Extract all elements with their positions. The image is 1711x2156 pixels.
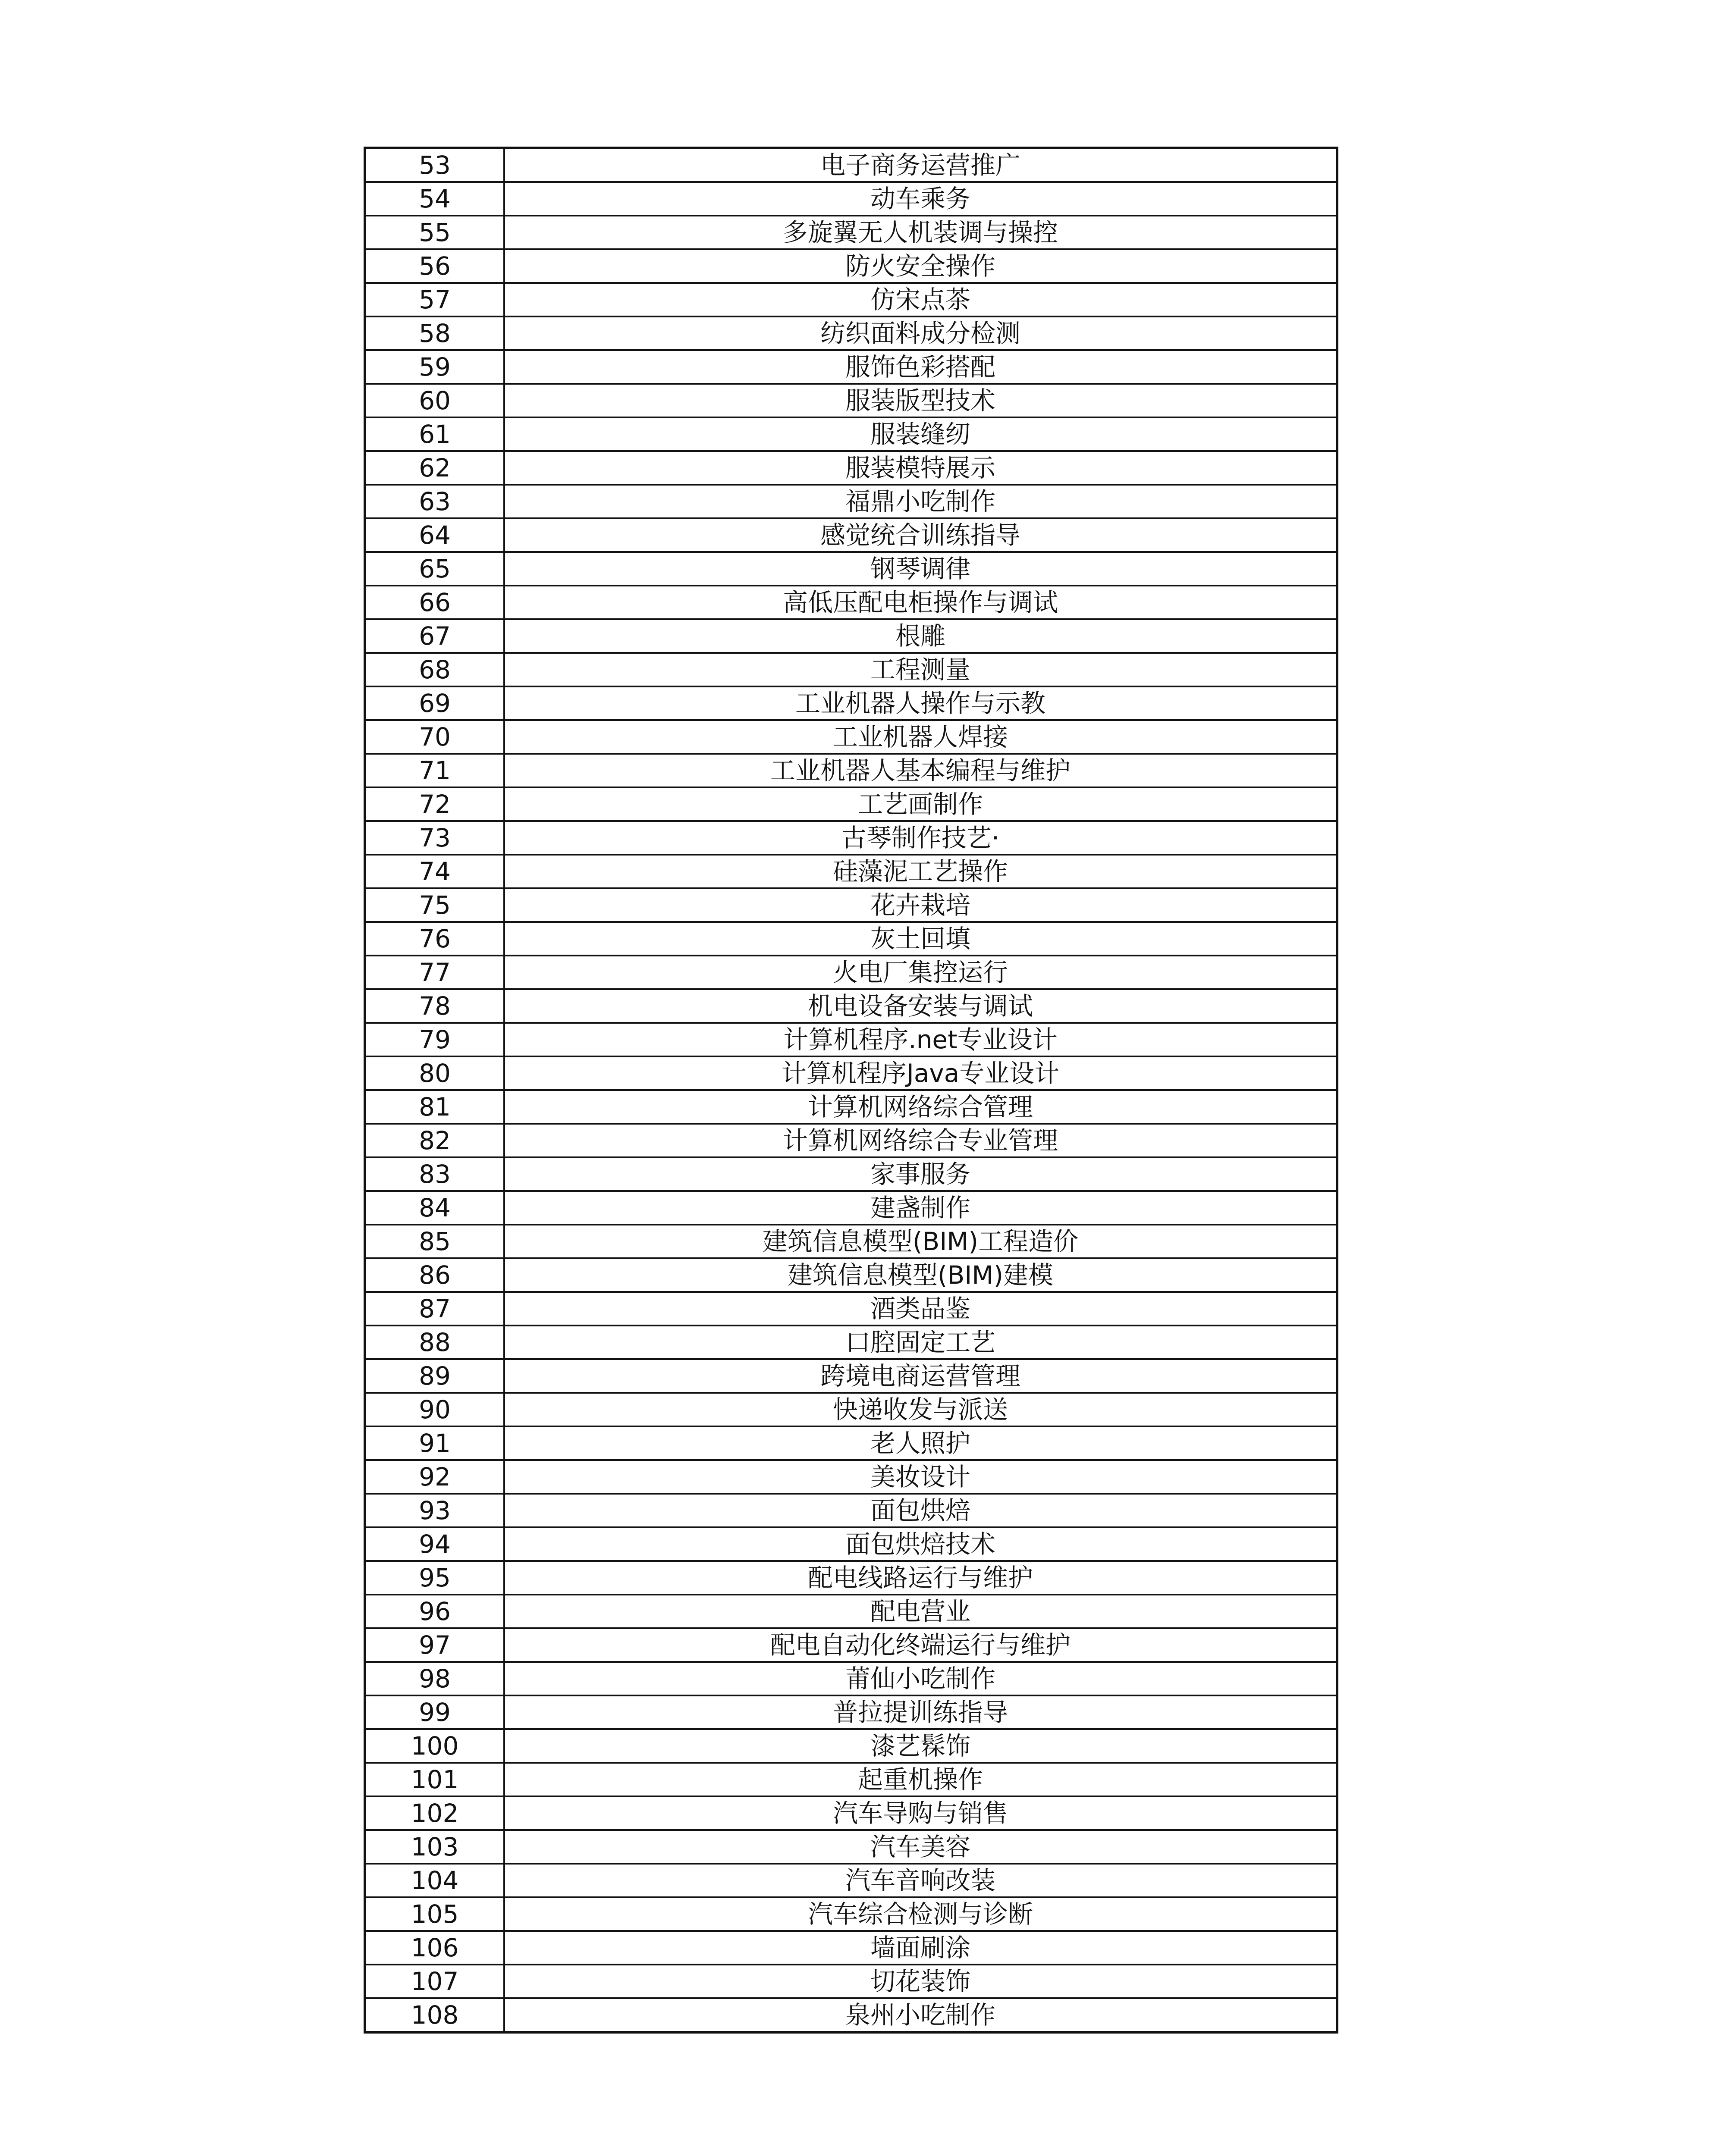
row-item-name: 汽车导购与销售 [504,1796,1337,1830]
table-row [365,552,1337,586]
table-row [365,989,1337,1023]
row-number: 90 [365,1393,504,1426]
table-row [365,485,1337,518]
table-row [365,182,1337,216]
item-table [364,147,1338,2034]
row-number: 60 [365,384,504,417]
row-number: 80 [365,1056,504,1090]
table-row [365,1258,1337,1292]
table-row [365,956,1337,989]
row-item-name: 服装模特展示 [504,451,1337,485]
row-item-name: 多旋翼无人机装调与操控 [504,216,1337,249]
row-number: 106 [365,1931,504,1965]
row-number: 96 [365,1595,504,1628]
table-row [365,787,1337,821]
table-row [365,586,1337,619]
row-item-name: 起重机操作 [504,1763,1337,1796]
row-item-name: 家事服务 [504,1157,1337,1191]
row-number: 78 [365,989,504,1023]
row-number: 81 [365,1090,504,1124]
table-row [365,1796,1337,1830]
row-number: 86 [365,1258,504,1292]
row-item-name: 建盏制作 [504,1191,1337,1225]
row-number: 72 [365,787,504,821]
row-number: 101 [365,1763,504,1796]
row-number: 56 [365,249,504,283]
table-row [365,1225,1337,1258]
table-row [365,1090,1337,1124]
row-number: 83 [365,1157,504,1191]
row-item-name: 计算机程序.net专业设计 [504,1023,1337,1056]
row-number: 107 [365,1965,504,1998]
table-row [365,451,1337,485]
table-row [365,922,1337,956]
row-item-name: 汽车综合检测与诊断 [504,1897,1337,1931]
table-body [365,148,1337,2032]
row-item-name: 古琴制作技艺· [504,821,1337,855]
row-item-name: 计算机网络综合专业管理 [504,1124,1337,1157]
row-number: 71 [365,754,504,787]
table-row [365,1326,1337,1359]
table-row [365,821,1337,855]
row-number: 76 [365,922,504,956]
row-item-name: 福鼎小吃制作 [504,485,1337,518]
row-item-name: 工业机器人操作与示教 [504,686,1337,720]
table-row [365,1965,1337,1998]
row-number: 84 [365,1191,504,1225]
row-number: 89 [365,1359,504,1393]
row-item-name: 汽车音响改装 [504,1864,1337,1897]
row-item-name: 汽车美容 [504,1830,1337,1864]
row-item-name: 口腔固定工艺 [504,1326,1337,1359]
row-item-name: 电子商务运营推广 [504,148,1337,182]
row-item-name: 工艺画制作 [504,787,1337,821]
table-row [365,1662,1337,1695]
row-number: 92 [365,1460,504,1494]
row-number: 57 [365,283,504,317]
row-number: 63 [365,485,504,518]
row-number: 75 [365,888,504,922]
row-item-name: 钢琴调律 [504,552,1337,586]
table-row [365,1124,1337,1157]
row-item-name: 机电设备安装与调试 [504,989,1337,1023]
table-row [365,384,1337,417]
row-item-name: 感觉统合训练指导 [504,518,1337,552]
table-row [365,653,1337,686]
row-item-name: 普拉提训练指导 [504,1695,1337,1729]
row-number: 68 [365,653,504,686]
row-item-name: 仿宋点茶 [504,283,1337,317]
row-number: 100 [365,1729,504,1763]
row-item-name: 花卉栽培 [504,888,1337,922]
row-number: 97 [365,1628,504,1662]
row-item-name: 动车乘务 [504,182,1337,216]
row-number: 64 [365,518,504,552]
row-number: 98 [365,1662,504,1695]
row-number: 82 [365,1124,504,1157]
row-number: 102 [365,1796,504,1830]
row-number: 67 [365,619,504,653]
row-number: 87 [365,1292,504,1326]
table-row [365,1494,1337,1527]
row-number: 93 [365,1494,504,1527]
row-item-name: 纺织面料成分检测 [504,317,1337,350]
table-row [365,1292,1337,1326]
table-row [365,1426,1337,1460]
table-row [365,1527,1337,1561]
table-row [365,1393,1337,1426]
row-number: 103 [365,1830,504,1864]
row-number: 55 [365,216,504,249]
table-row [365,1864,1337,1897]
table-row [365,1897,1337,1931]
row-number: 54 [365,182,504,216]
row-number: 85 [365,1225,504,1258]
row-number: 73 [365,821,504,855]
row-number: 88 [365,1326,504,1359]
table-row [365,350,1337,384]
row-item-name: 计算机网络综合管理 [504,1090,1337,1124]
row-item-name: 建筑信息模型(BIM)工程造价 [504,1225,1337,1258]
row-number: 69 [365,686,504,720]
row-item-name: 根雕 [504,619,1337,653]
row-item-name: 快递收发与派送 [504,1393,1337,1426]
table-row [365,1830,1337,1864]
table-row [365,754,1337,787]
row-number: 91 [365,1426,504,1460]
row-number: 65 [365,552,504,586]
table-row [365,1998,1337,2032]
row-item-name: 跨境电商运营管理 [504,1359,1337,1393]
table-row [365,249,1337,283]
table-row [365,1695,1337,1729]
row-item-name: 高低压配电柜操作与调试 [504,586,1337,619]
table-row [365,1595,1337,1628]
table-row [365,1460,1337,1494]
table-row [365,1729,1337,1763]
table-row [365,619,1337,653]
row-item-name: 配电营业 [504,1595,1337,1628]
row-number: 104 [365,1864,504,1897]
row-item-name: 工业机器人基本编程与维护 [504,754,1337,787]
row-item-name: 火电厂集控运行 [504,956,1337,989]
row-item-name: 计算机程序Java专业设计 [504,1056,1337,1090]
row-number: 105 [365,1897,504,1931]
row-item-name: 工业机器人焊接 [504,720,1337,754]
row-number: 70 [365,720,504,754]
row-item-name: 工程测量 [504,653,1337,686]
table-row [365,1056,1337,1090]
table-row [365,148,1337,182]
row-item-name: 灰土回填 [504,922,1337,956]
row-number: 59 [365,350,504,384]
row-item-name: 切花装饰 [504,1965,1337,1998]
table-row [365,1157,1337,1191]
row-item-name: 漆艺髹饰 [504,1729,1337,1763]
row-item-name: 泉州小吃制作 [504,1998,1337,2032]
row-item-name: 美妆设计 [504,1460,1337,1494]
row-number: 58 [365,317,504,350]
table-row [365,317,1337,350]
table-row [365,888,1337,922]
table-row [365,1763,1337,1796]
table-row [365,216,1337,249]
row-item-name: 老人照护 [504,1426,1337,1460]
row-item-name: 服饰色彩搭配 [504,350,1337,384]
row-item-name: 配电自动化终端运行与维护 [504,1628,1337,1662]
table-row [365,417,1337,451]
table-row [365,1023,1337,1056]
row-number: 74 [365,855,504,888]
row-number: 94 [365,1527,504,1561]
row-number: 53 [365,148,504,182]
row-number: 62 [365,451,504,485]
row-item-name: 硅藻泥工艺操作 [504,855,1337,888]
table-row [365,518,1337,552]
row-item-name: 建筑信息模型(BIM)建模 [504,1258,1337,1292]
row-item-name: 墙面刷涂 [504,1931,1337,1965]
table-row [365,1931,1337,1965]
row-number: 66 [365,586,504,619]
row-item-name: 服装缝纫 [504,417,1337,451]
row-number: 77 [365,956,504,989]
table-row [365,720,1337,754]
row-item-name: 面包烘焙 [504,1494,1337,1527]
table-row [365,1561,1337,1595]
row-item-name: 面包烘焙技术 [504,1527,1337,1561]
row-item-name: 配电线路运行与维护 [504,1561,1337,1595]
row-number: 79 [365,1023,504,1056]
row-item-name: 莆仙小吃制作 [504,1662,1337,1695]
row-number: 61 [365,417,504,451]
table-row [365,1191,1337,1225]
row-item-name: 服装版型技术 [504,384,1337,417]
table-row [365,686,1337,720]
row-item-name: 酒类品鉴 [504,1292,1337,1326]
table-row [365,855,1337,888]
table-row [365,283,1337,317]
table-row [365,1628,1337,1662]
row-item-name: 防火安全操作 [504,249,1337,283]
row-number: 99 [365,1695,504,1729]
table-row [365,1359,1337,1393]
row-number: 95 [365,1561,504,1595]
row-number: 108 [365,1998,504,2032]
